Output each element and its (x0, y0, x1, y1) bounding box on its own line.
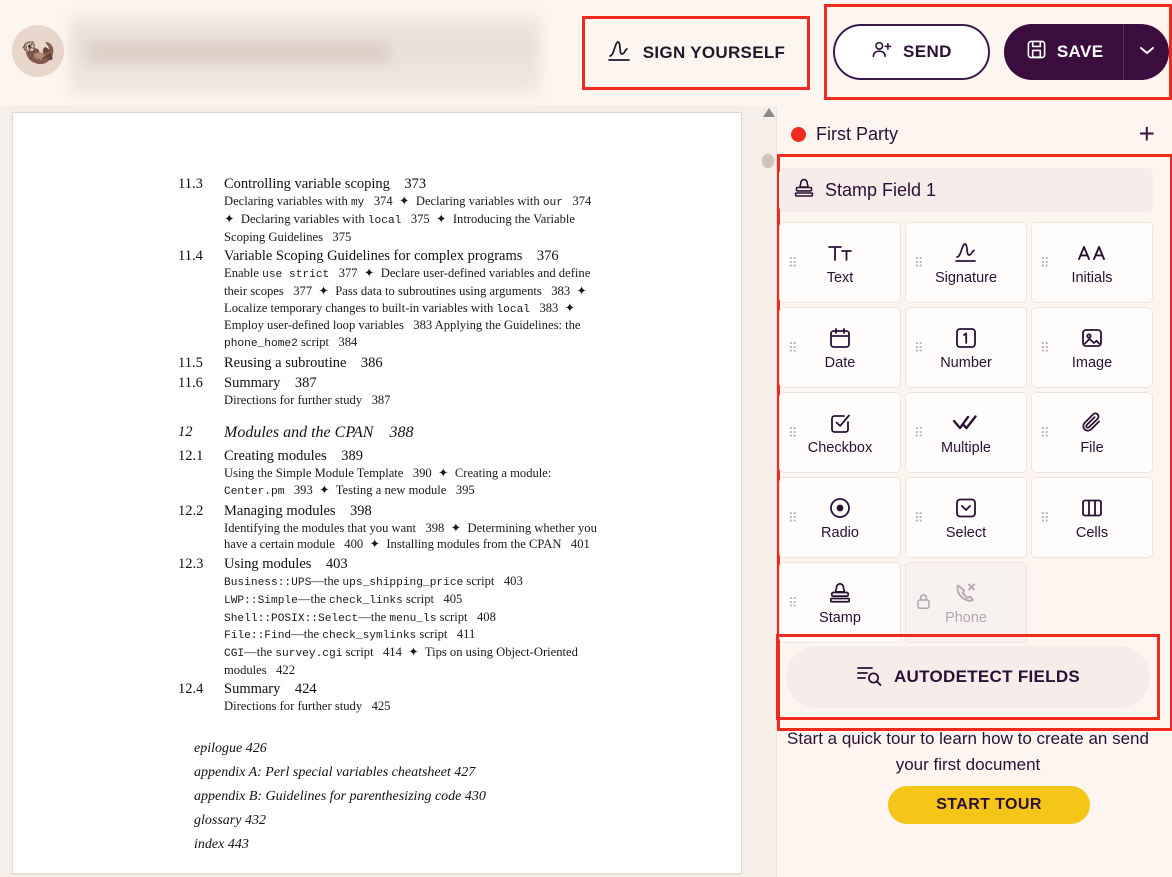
signature-icon (953, 240, 979, 266)
field-type-label: Date (824, 354, 856, 371)
checkbox-icon (828, 410, 852, 436)
document-scrollbar[interactable] (760, 106, 776, 877)
field-type-label: File (1080, 439, 1104, 456)
scroll-up-icon[interactable] (763, 108, 775, 117)
toc-chapter-entry: 12 Modules and the CPAN 388 (178, 424, 414, 442)
stamp-icon (793, 177, 815, 204)
toc-subentry: Declaring variables with my 374 ✦ Declaring variables with our 374 ✦ Declaring variables with local 375 ✦ Introducing the Variable Scoping Guidelines 375 (224, 194, 595, 244)
toc-entry: 11.3 Controlling variable scoping 373 (178, 176, 427, 192)
field-type-file[interactable] (1031, 392, 1153, 473)
field-type-checkbox[interactable] (779, 392, 901, 473)
toc-subentry: Business::UPS—the ups_shipping_price script 403 LWP::Simple—the check_links script 405 Shell::POSIX::Select—the menu_ls script 408 File::Find—the check_symlinks script 411 CGI—the survey.cgi script 414 ✦ Tips on using Object-Oriented modules 422 (224, 573, 578, 677)
drag-handle-icon[interactable]: ⠿ (788, 510, 797, 525)
backmatter-item: glossary 432 (194, 813, 266, 829)
field-type-label: Initials (1071, 269, 1113, 286)
drag-handle-icon[interactable]: ⠿ (1040, 255, 1049, 270)
field-type-signature[interactable] (905, 222, 1027, 303)
document-viewer[interactable] (0, 106, 778, 877)
scrollbar-thumb[interactable] (762, 154, 774, 168)
select-dropdown-icon (954, 495, 978, 521)
backmatter-item: appendix B: Guidelines for parenthesizing code 430 (194, 789, 486, 805)
field-type-label: Multiple (941, 439, 991, 456)
field-type-image[interactable] (1031, 307, 1153, 388)
save-button[interactable] (1004, 24, 1125, 80)
sign-yourself-label: SIGN YOURSELF (642, 43, 786, 62)
text-icon (827, 240, 853, 266)
save-button-group (1004, 24, 1169, 80)
send-save-highlight (824, 4, 1172, 100)
toc-entry: 12.1 Creating modules 389 (178, 448, 363, 465)
backmatter-item: index 443 (194, 837, 249, 853)
selected-field-label: Stamp Field 1 (825, 179, 937, 200)
add-party-button[interactable]: + (1138, 118, 1155, 149)
phone-icon (954, 580, 978, 606)
field-type-number[interactable] (905, 307, 1027, 388)
document-title-blurred (70, 16, 540, 94)
table-of-contents (178, 173, 608, 857)
double-check-icon (952, 410, 980, 436)
toc-entry: 11.5 Reusing a subroutine 386 (178, 354, 383, 371)
drag-handle-icon[interactable]: ⠿ (788, 340, 797, 355)
sign-yourself-highlight (582, 16, 810, 90)
toc-subentry: Identifying the modules that you want 398 ✦ Determining whether you have a certain module 400 ✦ Installing modules from the CPAN 401 (224, 520, 597, 552)
initials-icon (1077, 240, 1107, 266)
party-header (777, 110, 1172, 158)
backmatter-item: epilogue 426 (194, 741, 267, 757)
stamp-icon (828, 580, 852, 606)
drag-handle-icon[interactable]: ⠿ (788, 425, 797, 440)
field-type-label: Stamp (819, 609, 861, 626)
drag-handle-icon[interactable]: ⠿ (914, 340, 923, 355)
toc-subentry: Directions for further study 387 (224, 392, 391, 407)
number-icon (954, 325, 978, 351)
field-type-label: Text (826, 269, 854, 286)
toc-entry: 11.6 Summary 387 (178, 374, 317, 391)
drag-handle-icon[interactable]: ⠿ (914, 510, 923, 525)
field-type-phone (905, 562, 1027, 643)
field-type-label: Radio (821, 524, 859, 541)
party-color-dot (791, 127, 806, 142)
toc-subentry: Directions for further study 425 (224, 699, 391, 714)
field-type-text[interactable] (779, 222, 901, 303)
toc-entry: 12.4 Summary 424 (178, 681, 317, 698)
autodetect-icon (856, 664, 882, 691)
toc-backmatter (194, 737, 608, 857)
selected-field-stamp-field-1[interactable] (779, 168, 1153, 212)
field-type-label: Select (945, 524, 987, 541)
person-add-icon (871, 40, 893, 65)
top-toolbar (0, 0, 1172, 107)
drag-handle-icon[interactable]: ⠿ (914, 425, 923, 440)
drag-handle-icon[interactable]: ⠿ (1040, 510, 1049, 525)
paperclip-icon (1080, 410, 1104, 436)
toc-subentry: Using the Simple Module Template 390 ✦ Creating a module: Center.pm 393 ✦ Testing a new module 395 (224, 466, 552, 498)
field-type-cells[interactable] (1031, 477, 1153, 558)
image-icon (1080, 325, 1104, 351)
autodetect-label: AUTODETECT FIELDS (893, 667, 1081, 686)
sign-yourself-button[interactable] (585, 19, 807, 87)
save-label: SAVE (1056, 42, 1104, 61)
drag-handle-icon[interactable]: ⠿ (914, 255, 923, 270)
field-type-radio[interactable] (779, 477, 901, 558)
chevron-down-icon (1138, 43, 1156, 61)
radio-icon (828, 495, 852, 521)
save-dropdown-button[interactable] (1124, 24, 1169, 80)
send-button[interactable] (833, 24, 990, 80)
document-page[interactable] (12, 112, 742, 874)
lock-icon (916, 593, 931, 613)
field-type-label: Image (1071, 354, 1113, 371)
field-type-label: Cells (1075, 524, 1109, 541)
drag-handle-icon[interactable]: ⠿ (788, 595, 797, 610)
cells-icon (1080, 495, 1104, 521)
drag-handle-icon[interactable]: ⠿ (788, 255, 797, 270)
field-type-select[interactable] (905, 477, 1027, 558)
drag-handle-icon[interactable]: ⠿ (1040, 425, 1049, 440)
field-type-stamp[interactable] (779, 562, 901, 643)
start-tour-button[interactable]: START TOUR (888, 786, 1090, 824)
backmatter-item: appendix A: Perl special variables cheatsheet 427 (194, 765, 476, 781)
drag-handle-icon[interactable]: ⠿ (1040, 340, 1049, 355)
calendar-icon (828, 325, 852, 351)
field-type-initials[interactable] (1031, 222, 1153, 303)
field-type-label: Number (940, 354, 992, 371)
party-name: First Party (816, 123, 899, 144)
send-label: SEND (902, 42, 952, 61)
field-type-label: Checkbox (807, 439, 873, 456)
tour-description: Start a quick tour to learn how to create an send your first document (787, 729, 1149, 774)
avatar[interactable]: 🦦 (12, 25, 64, 77)
toc-subentry: Enable use strict 377 ✦ Declare user-defined variables and define their scopes 377 ✦ Pass data to subroutines using arguments 383 ✦ Localize temporary changes to built-in variables with local 383 ✦ Employ user-defined loop variables 383 Applying the Guidelines: the phone_home2 script 384 (224, 266, 591, 350)
field-type-multiple[interactable] (905, 392, 1027, 473)
field-type-label: Phone (945, 609, 987, 626)
toc-entry: 12.3 Using modules 403 (178, 555, 348, 572)
signature-icon (607, 39, 633, 68)
field-type-label: Signature (934, 269, 998, 286)
autodetect-fields-button[interactable] (786, 646, 1150, 708)
save-disk-icon (1026, 39, 1047, 65)
field-type-date[interactable] (779, 307, 901, 388)
toc-entry: 11.4 Variable Scoping Guidelines for complex programs 376 (178, 248, 559, 265)
toc-entry: 12.2 Managing modules 398 (178, 502, 372, 519)
field-type-grid (779, 222, 1153, 643)
